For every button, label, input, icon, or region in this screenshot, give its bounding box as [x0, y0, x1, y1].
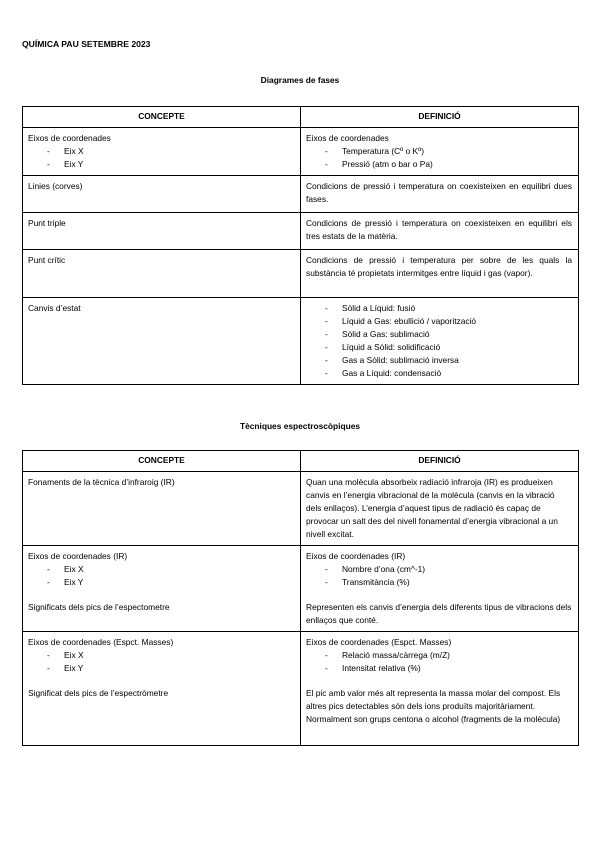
table-row	[23, 250, 579, 298]
definition-list	[306, 649, 572, 675]
concept-cell: Fonaments de la tècnica d’infraroig (IR)	[23, 472, 301, 546]
concept-extra-text: Significat dels pics de l’espectròmetre	[28, 688, 169, 699]
concept-text: Eixos de coordenades (Espct. Masses)	[28, 637, 174, 648]
spectroscopy-table	[22, 450, 579, 746]
definition-cell: Condicions de pressió i temperatura on coexisteixen en equilibri els tres estats de la matèria.	[301, 213, 579, 250]
definition-text: Eixos de coordenades (IR)	[306, 551, 406, 562]
definition-extra-text: El pic amb valor més alt representa la massa molar del compost. Els altres pics detectables són dels ions produïts majoritàriament. Normalment son grups centona o alcohol (fragments de la molècula)	[306, 688, 561, 725]
definition-list	[306, 563, 572, 589]
concept-header: CONCEPTE	[23, 451, 301, 472]
definition-text: Eixos de coordenades (Espct. Masses)	[306, 637, 452, 648]
phase-diagram-table	[22, 106, 579, 385]
definition-cell	[301, 546, 579, 632]
concept-text: Eixos de coordenades (IR)	[28, 551, 128, 562]
table-header-row	[23, 451, 579, 472]
concept-extra-text: Significats dels pics de l’espectometre	[28, 602, 170, 613]
table-row	[23, 472, 579, 546]
table-row	[23, 546, 579, 632]
list-item: - Eix Y	[28, 576, 294, 589]
concept-cell: Linies (corves)	[23, 176, 301, 213]
concept-list	[28, 649, 294, 675]
concept-text: Eixos de coordenades	[28, 133, 111, 143]
table-row	[23, 632, 579, 746]
table-row	[23, 213, 579, 250]
definition-header: DEFINICIÓ	[301, 107, 579, 128]
concept-cell	[23, 632, 301, 746]
concept-cell	[23, 128, 301, 176]
definition-list	[306, 302, 572, 380]
list-item: - Pressió (atm o bar o Pa)	[306, 158, 572, 171]
concept-cell: Punt crític	[23, 250, 301, 298]
definition-header: DEFINICIÓ	[301, 451, 579, 472]
list-item: - Eix X	[28, 649, 294, 662]
list-item: - Líquid a Gas: ebullició / vaporització	[306, 315, 572, 328]
definition-cell	[301, 632, 579, 746]
concept-cell	[23, 546, 301, 632]
list-item: - Temperatura (Cº o Kº)	[306, 145, 572, 158]
definition-list	[306, 145, 572, 171]
concept-cell: Canvis d’estat	[23, 298, 301, 385]
definition-cell: Condicions de pressió i temperatura per sobre de les quals la substància té propietats intermitges entre líquid i gas (vapor).	[301, 250, 579, 298]
list-item: - Eix Y	[28, 158, 294, 171]
concept-list	[28, 145, 294, 171]
definition-cell	[301, 298, 579, 385]
list-item: - Nombre d’ona (cm^-1)	[306, 563, 572, 576]
definition-cell: Condicions de pressió i temperatura on coexisteixen en equilibri dues fases.	[301, 176, 579, 213]
definition-cell	[301, 128, 579, 176]
list-item: - Transmitància (%)	[306, 576, 572, 589]
phase-section-title: Diagrames de fases	[260, 75, 340, 85]
definition-cell: Quan una molècula absorbeix radiació infraroja (IR) es produeixen canvis en l’energia vibracional de la molècula (canvis en la vibració dels enllaços). L’energia d’aquest tipus de radiació és capaç de provocar un salt des del nivell fonamental d’energia vibracional a un nivell excitat.	[301, 472, 579, 546]
list-item: - Eix Y	[28, 662, 294, 675]
list-item: - Sòlid a Gas: sublimació	[306, 328, 572, 341]
table-row	[23, 298, 579, 385]
definition-text: Eixos de coordenades	[306, 133, 389, 143]
list-item: - Intensitat relativa (%)	[306, 662, 572, 675]
concept-list	[28, 563, 294, 589]
table-row	[23, 128, 579, 176]
list-item: - Eix X	[28, 563, 294, 576]
list-item: - Eix X	[28, 145, 294, 158]
table-row	[23, 176, 579, 213]
table-header-row	[23, 107, 579, 128]
document-title: QUÍMICA PAU SETEMBRE 2023	[22, 39, 151, 49]
list-item: - Sòlid a Líquid: fusió	[306, 302, 572, 315]
spectro-section-title: Tècniques espectroscòpiques	[239, 421, 361, 431]
list-item: - Relació massa/càrrega (m/Z)	[306, 649, 572, 662]
concept-header: CONCEPTE	[23, 107, 301, 128]
definition-extra-text: Representen els canvis d’energia dels diferents tipus de vibracions dels enllaços que conté.	[306, 602, 572, 626]
list-item: - Gas a Líquid: condensació	[306, 367, 572, 380]
list-item: - Líquid a Sòlid: solidificació	[306, 341, 572, 354]
list-item: - Gas a Sòlid: sublimació inversa	[306, 354, 572, 367]
concept-cell: Punt triple	[23, 213, 301, 250]
